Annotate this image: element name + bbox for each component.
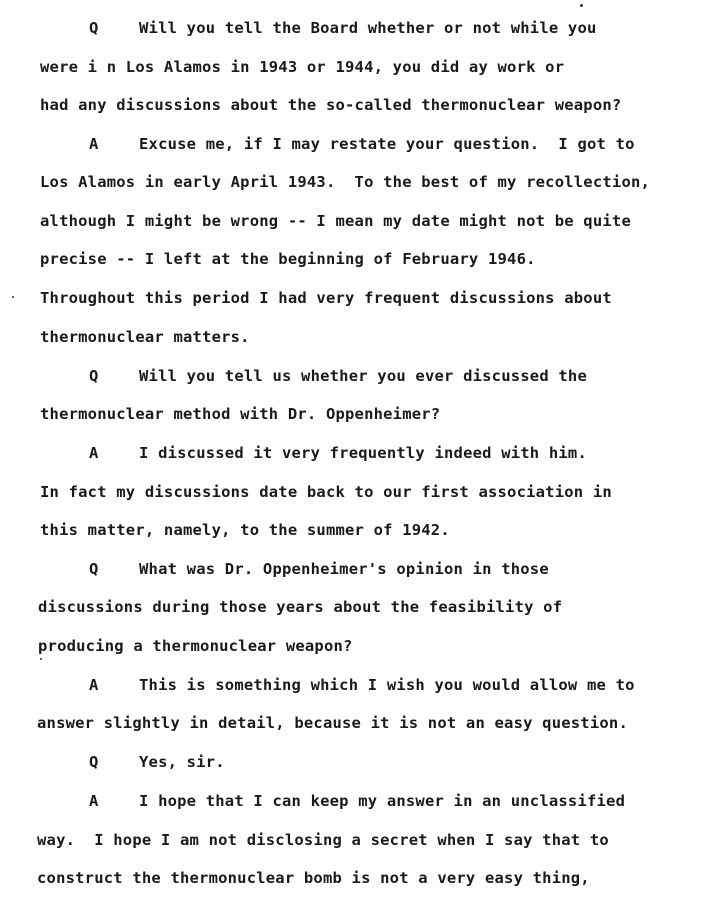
- line-text: although I might be wrong -- I mean my date might not be quite: [40, 212, 631, 230]
- transcript-line: [40, 95, 621, 115]
- line-text: precise -- I left at the beginning of February 1946.: [40, 250, 536, 268]
- line-text: Yes, sir.: [139, 753, 225, 771]
- transcript-line: [89, 443, 587, 463]
- speaker-label: A: [89, 444, 99, 462]
- transcript-line: [37, 868, 590, 888]
- speaker-label: Q: [89, 367, 99, 385]
- line-text: I discussed it very frequently indeed with him.: [139, 444, 587, 462]
- line-text: I hope that I can keep my answer in an unclassified: [139, 792, 626, 810]
- ink-speck: [12, 296, 14, 298]
- line-text: answer slightly in detail, because it is not an easy question.: [37, 714, 628, 732]
- speaker-label: Q: [89, 19, 99, 37]
- ink-speck: [40, 658, 42, 660]
- line-text: thermonuclear method with Dr. Oppenheimer?: [40, 405, 441, 423]
- line-text: thermonuclear matters.: [40, 328, 250, 346]
- speaker-label: A: [89, 135, 99, 153]
- transcript-line: [40, 404, 440, 424]
- line-text: Will you tell the Board whether or not while you: [139, 19, 597, 37]
- transcript-line: [89, 366, 587, 386]
- line-text: had any discussions about the so-called thermonuclear weapon?: [40, 96, 622, 114]
- speaker-label: A: [89, 676, 99, 694]
- transcript-line: [40, 482, 612, 502]
- ink-speck: [580, 4, 583, 7]
- speaker-label: Q: [89, 560, 99, 578]
- line-text: this matter, namely, to the summer of 1942.: [40, 521, 450, 539]
- line-text: Excuse me, if I may restate your question. I got to: [139, 135, 635, 153]
- transcript-line: [89, 559, 549, 579]
- line-text: Throughout this period I had very frequent discussions about: [40, 289, 612, 307]
- transcript-line: [89, 791, 625, 811]
- transcript-line: [40, 327, 250, 347]
- speaker-label: Q: [89, 753, 99, 771]
- line-text: producing a thermonuclear weapon?: [38, 637, 353, 655]
- transcript-line: [38, 636, 353, 656]
- transcript-line: [89, 675, 635, 695]
- transcript-line: [40, 288, 612, 308]
- line-text: This is something which I wish you would allow me to: [139, 676, 635, 694]
- transcript-line: [89, 752, 225, 772]
- line-text: construct the thermonuclear bomb is not a very easy thing,: [37, 869, 590, 887]
- transcript-line: [40, 520, 450, 540]
- line-text: way. I hope I am not disclosing a secret when I say that to: [37, 831, 609, 849]
- transcript-line: [40, 57, 564, 77]
- transcript-line: [40, 211, 631, 231]
- line-text: Los Alamos in early April 1943. To the best of my recollection,: [40, 173, 651, 191]
- transcript-line: [38, 597, 562, 617]
- line-text: What was Dr. Oppenheimer's opinion in those: [139, 560, 549, 578]
- transcript-line: [37, 713, 628, 733]
- transcript-line: [37, 830, 609, 850]
- transcript-line: [40, 249, 536, 269]
- line-text: Will you tell us whether you ever discussed the: [139, 367, 587, 385]
- speaker-label: A: [89, 792, 99, 810]
- line-text: discussions during those years about the feasibility of: [38, 598, 563, 616]
- line-text: In fact my discussions date back to our first association in: [40, 483, 612, 501]
- transcript-line: [40, 172, 650, 192]
- transcript-line: [89, 18, 597, 38]
- transcript-line: [89, 134, 635, 154]
- line-text: were i n Los Alamos in 1943 or 1944, you did ay work or: [40, 58, 565, 76]
